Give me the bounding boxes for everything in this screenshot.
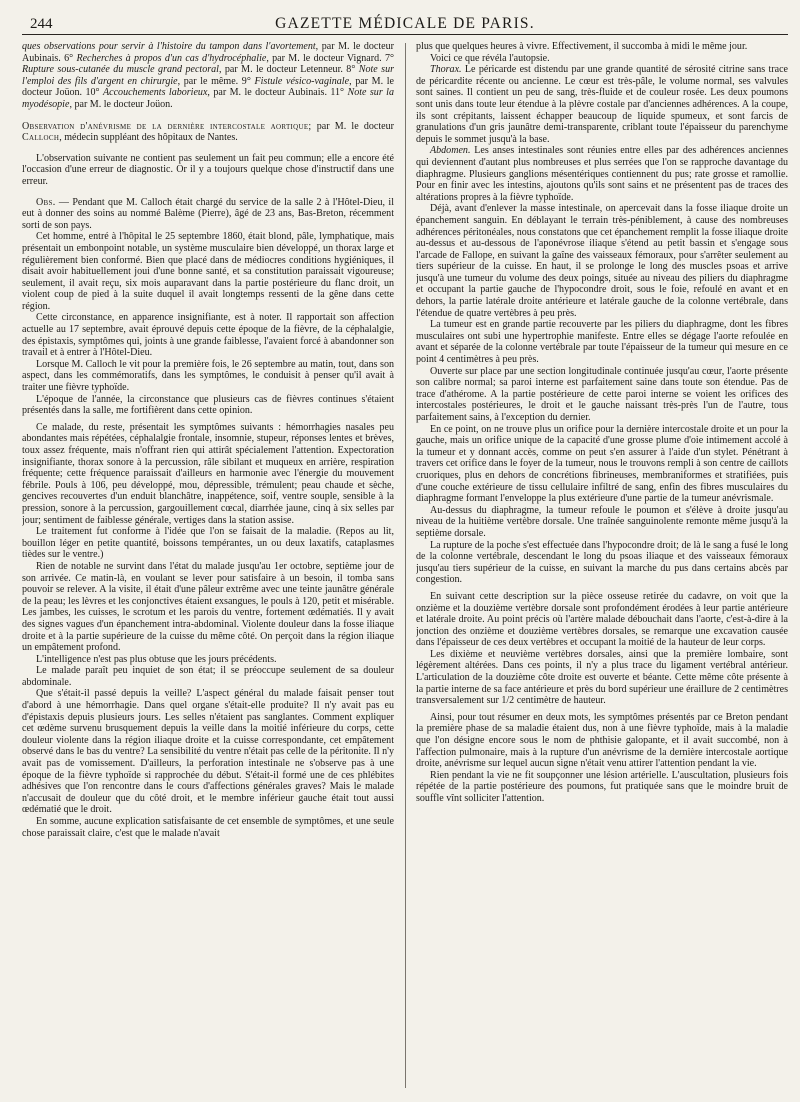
article-columns (22, 41, 788, 1091)
paragraph-thorax (416, 64, 788, 145)
text-run: , par M. le docteur Letenneur. 8° (218, 64, 359, 76)
paragraph: Voici ce que révéla l'autopsie. (430, 52, 550, 64)
paragraph-abdomen (416, 145, 788, 203)
paragraph: Cette circonstance, en apparence insignifiante, est à noter. Il rapportait son affection actuelle au 17 septembre, avait éprouvé depuis cette époque de la fièvre, de la céphalalgie, des épistaxis, symptômes qui, joints à une grande faiblesse, l'avaient forcé à abandonner son travail et à entrer à l'Hôtel-Dieu. (22, 312, 394, 359)
running-title: GAZETTE MÉDICALE DE PARIS. (275, 15, 535, 32)
text-run: Note sur la myodésopie (22, 87, 394, 110)
left-column (22, 41, 394, 1091)
paragraph: plus que quelques heures à vivre. Effectivement, il succomba à midi le même jour. (416, 41, 748, 52)
text-run: Les anses intestinales sont réunies entre elles par des adhérences anciennes qui deviennent d'autant plus nombreuses et plus serrées que l'on se rapproche davantage du diaphragme. Plusieurs ganglions mésentériques contiennent du pus; rate grosse et ramollie. Pour en finir avec les intestins, ajoutons qu'ils sont sains et ne présentent pas de traces des altérations propres à la fièvre typhoïde. (416, 145, 788, 203)
paragraph: En ce point, on ne trouve plus un orifice pour la dernière intercostale droite et un pour la gauche, mais un orifice unique de la capacité d'une grosse plume d'oie intimement accolé à la tumeur et y donnant accès, comme on peut s'en assurer à l'aide d'un stylet. Pénétrant à travers cet orifice dans le foyer de la tumeur, nous le trouvons rempli à son centre de caillots cruoriques, plus en dehors de concrétions fibrineuses, membraniformes et stratifiées, puis d'une couche extérieure de tissu cellulaire infiltré de sang, enfin des fibres musculaires du diaphragme formant l'enveloppe la plus extérieure d'une partie de la tumeur anévrismale. (416, 423, 788, 505)
title-text: par M. le docteur (311, 120, 394, 132)
paragraph-observation (22, 197, 394, 232)
section-label: Abdomen. (430, 145, 471, 157)
obs-label: Obs. (36, 196, 56, 208)
paragraph: Le traitement fut conforme à l'idée que l'on se faisait de la maladie. (Repos au lit, bouillon léger en petite quantité, boissons tempérantes, un ou deux laxatifs, cataplasmes tièdes sur le ventre.) (22, 526, 394, 561)
paragraph: Rien de notable ne survint dans l'état du malade jusqu'au 1er octobre, septième jour de son arrivée. Ce matin-là, en voulant se lever pour satisfaire à un besoin, il tomba sans pouvoir se relever. A la visite, il était d'une pâleur extrême avec une teinte jaunâtre générale de la peau; les lèvres et les conjonctives étaient exsangues, le pouls à 120, petit et misérable. Les jambes, les cuisses, le scrotum et les parois du ventre, fortement œdématiés. Il y avait des signes vagues d'un épanchement intra-abdominal. Violente douleur dans la fosse iliaque droite et à la partie supérieure de la cuisse du même côté. On perçoit dans la région iliaque un empâtement profond. (22, 560, 394, 654)
author-name: Calloch (22, 132, 60, 144)
paragraph: Ainsi, pour tout résumer en deux mots, les symptômes présentés par ce Breton pendant la première phase de sa maladie étaient dus, non à une fièvre typhoïde, mais à la maladie que l'on désigne encore sous le nom de phthisie galopante, et il avait succombé, non à l'affection pulmonaire, mais à la rupture d'un anévrisme de la dernière intercostale aortique droite, anévrisme sur lequel aucun signe n'était venu attirer l'attention pendant la vie. (416, 711, 788, 770)
title-text: , médecin suppléant des hôpitaux de Nantes. (59, 132, 238, 144)
text-run: , par M. le docteur Vignard. 7° (266, 52, 394, 64)
paragraph: L'époque de l'année, la circonstance que plusieurs cas de fièvres continues s'étaient présentés dans la salle, me fortifièrent dans cette opinion. (22, 393, 394, 417)
paragraph: Cet homme, entré à l'hôpital le 25 septembre 1860, était blond, pâle, lymphatique, mais présentait un embonpoint notable, un système musculaire bien développé, un thorax large et régulièrement bien conformé. Bien que placé dans de médiocres conditions hygiéniques, il disait avoir habituellement joui d'une bonne santé, et sa constitution paraissait vigoureuse; seulement, il avait reçu, six mois auparavant dans la partie postérieure du flanc droit, un violent coup de pied à la suite duquel il avait longtemps ressenti de la gêne dans cette région. (22, 231, 394, 312)
text-run: Rupture sous-cutanée du muscle grand pectoral (22, 64, 219, 76)
text-run: , par M. le docteur Joüon. 10° (22, 75, 394, 99)
text-run: , par M. le docteur Aubinais. 6° (22, 41, 394, 64)
paragraph: Ce malade, du reste, présentait les symptômes suivants : hémorrhagies nasales peu abondantes mais répétées, céphalalgie frontale, insomnie, stupeur, réponses lentes et brèves, toux assez fréquente, mais n'offrant rien qui attirât spécialement l'attention. Expectoration insignifiante, thorax sonore à la percussion, râle sibilant et muqueux en arrière, respiration fréquente; cette fréquence paraissait d'ailleurs en harmonie avec l'énergie du mouvement fébrile. Pouls à 106, peu développé, mou, dépressible, trémulent; peau chaude et sèche, gencives recouvertes d'un enduit blanchâtre, inappétence, soif, ventre souple, sensible à la pression, sonore à la percussion, gargouillement cœcal, diarrhée jaune, cinq à six selles par jour; sentiment de faiblesse générale, vertiges dans la station assise. (22, 421, 394, 526)
text-run: Note sur l'emploi des fils d'argent en chirurgie (22, 64, 394, 87)
section-label: Thorax. (430, 64, 462, 76)
page-number: 244 (30, 16, 53, 32)
paragraph: La tumeur est en grande partie recouverte par les piliers du diaphragme, dont les fibres musculaires ont subi une hypertrophie manifeste. Entre elles se dégage l'aorte refoulée en avant et séparée de la colonne vertébrale par toute l'épaisseur de la tumeur qui mesure en ce point 4 centimètres à peu près. (416, 319, 788, 366)
text-run: Fistule vésico-vaginale (254, 75, 350, 87)
paragraph: En suivant cette description sur la pièce osseuse retirée du cadavre, on voit que la onzième et la douzième vertèbre dorsale sont profondément érodées à leur partie antérieure et latérale droite. Au point précis où l'artère malade débouchait dans l'aorte, c'est-à-dire à la jonction des onzième et douzième vertèbres dorsales, se remarque une excavation causée dans l'épaisseur de ces deux vertèbres et occupant la moitié de la hauteur de leur corps. (416, 590, 788, 649)
paragraph: L'observation suivante ne contient pas seulement un fait peu commun; elle a encore été l'occasion d'une erreur de diagnostic. Or il y a toujours quelque chose d'instructif dans une erreur. (22, 152, 394, 187)
text-run: Accouchements laborieux (103, 87, 208, 99)
page-header (22, 12, 788, 35)
paragraph: Les dixième et neuvième vertèbres dorsales, ainsi que la première lombaire, sont légèrement altérées. Dans ces points, il n'y a plus trace du ligament vertébral antérieur. L'articulation de la douzième côte droite est ouverte et béante. Cette même côte présente à la partie interne de sa face antérieure et près du bord supérieur une éraillure de 2 centimètres transversalement sur 1/2 centimètre de hauteur. (416, 648, 788, 707)
paragraph: Le malade paraît peu inquiet de son état; il se préoccupe seulement de sa douleur abdominale. (22, 665, 394, 688)
text-run: , par M. le docteur Aubinais. 11° (207, 87, 348, 99)
article-title (22, 121, 394, 144)
text-run: Le péricarde est distendu par une grande quantité de sérosité citrine sans trace de péricardite récente ou ancienne. Le cœur est très-pâle, le volume normal, ses valvules sont saines. Il contient un peu de sang, très-fluide et de couleur rosée. Les deux poumons sont unis dans toute leur étendue à la plèvre costale par d'anciennes adhérences. A la coupe, ils sont crépitants, laissent échapper beaucoup de liquide spumeux, et sont farcis de granulations d'un gris jaunâtre demi-transparente, criblant toute l'épaisseur du parenchyme depuis le sommet jusqu'à la base. (416, 64, 788, 145)
paragraph: L'intelligence n'est pas plus obtuse que les jours précédents. (36, 653, 277, 665)
text-run: , par le même. 9° (177, 75, 255, 87)
text-run: Recherches à propos d'un cas d'hydrocéphalie (76, 52, 267, 64)
paragraph-publications-list (22, 41, 394, 111)
paragraph: Rien pendant la vie ne fit soupçonner une lésion artérielle. L'auscultation, plusieurs fois répétée de la partie postérieure des poumons, fut pratiquée sans que le moindre bruit de souffle vînt solliciter l'attention. (416, 769, 788, 804)
paragraph: Que s'était-il passé depuis la veille? L'aspect général du malade faisait penser tout d'abord à une hémorrhagie. Dans quel organe s'était-elle produite? Il n'y avait pas eu d'épistaxis depuis plusieurs jours. Les selles n'étaient pas sanglantes. Comment expliquer cet œdème survenu brusquement depuis la veille dans la moitié inférieure du corps, cette douleur violente dans la région iliaque droite et la cuisse correspondante, cet empâtement observé dans le bas du ventre? La sensibilité du ventre n'était pas celle de la péritonite. Il n'y avait pas de vomissement. D'ailleurs, la perforation intestinale ne s'observe pas à une époque de la fièvre typhoïde si rapprochée du début. S'était-il formé une de ces phlébites adhésives que l'on rencontre dans le cours d'affections générales graves? Mais le malade n'accusait de douleur que du côté droit, et le membre inférieur gauche était tout aussi œdématié que le droit. (22, 688, 394, 816)
paragraph: Lorsque M. Calloch le vit pour la première fois, le 26 septembre au matin, tout, dans son aspect, dans les commémoratifs, dans les symptômes, le conduisit à penser qu'il avait à traiter une fièvre typhoïde. (22, 358, 394, 394)
text-run: , par M. le docteur Joüon. (69, 98, 173, 110)
paragraph: Déjà, avant d'enlever la masse intestinale, on apercevait dans la fosse iliaque droite un épanchement sanguin. En déblayant le terrain très-péniblement, à cause des nombreuses adhérences péritonéales, nous constatons que cet épanchement remplit la fosse iliaque droite au-dessus et au-dessous de l'aponévrose iliaque s'étend au petit bassin et s'engage sous l'arcade de Fallope, en suivant la gaîne des vaisseaux fémoraux, pour s'arrêter seulement au tiers supérieur de la cuisse. En haut, il se prolonge le long des muscles psoas et arrive jusqu'à une tumeur du volume des deux poings, située au niveau des piliers du diaphragme et occupant la partie gauche de l'hypocondre droit, sous le foie, refoulé en avant et en dehors, la partie latérale droite antérieure et latérale gauche de la colonne vertébrale, dans l'étendue de quatre vertèbres à peu près. (416, 203, 788, 319)
title-text: Observation d'anévrisme de la dernière intercostale aortique; (22, 120, 312, 132)
column-divider (405, 43, 406, 1088)
paragraph: Au-dessus du diaphragme, la tumeur refoule le poumon et s'élève à droite jusqu'au niveau de la huitième vertèbre dorsale. Une traînée sanguinolente remonte même jusqu'à la septième dorsale. (416, 504, 788, 539)
text-run: ques observations pour servir à l'histoire du tampon dans l'avortement (22, 41, 316, 52)
right-column (416, 41, 788, 1091)
paragraph: Ouverte sur place par une section longitudinale continuée jusqu'au cœur, l'aorte présente son calibre normal; sa paroi interne est parfaitement saine dans toute son étendue. Pas de trace d'athérome. A la partie postérieure de cette paroi interne se voient les orifices des intercostales postérieures, le droit et le gauche naissant très-près l'un de l'autre, tous parfaitement sains, à l'exception du dernier. (416, 365, 788, 423)
paragraph: La rupture de la poche s'est effectuée dans l'hypocondre droit; de là le sang a fusé le long de la colonne vertébrale, descendant le long du psoas iliaque et des vaisseaux fémoraux jusqu'au tiers supérieur de la cuisse, en suivant la marche du pus dans certains abcès par congestion. (416, 539, 788, 586)
paragraph: En somme, aucune explication satisfaisante de cet ensemble de symptômes, et une seule chose paraissait claire, c'est que le malade n'avait (22, 816, 394, 839)
text-run: — Pendant que M. Calloch était chargé du service de la salle 2 à l'Hôtel-Dieu, il eut à donner des soins au nommé Balème (Pierre), âgé de 23 ans, Bas-Breton, récemment sorti de son pays. (22, 196, 394, 231)
